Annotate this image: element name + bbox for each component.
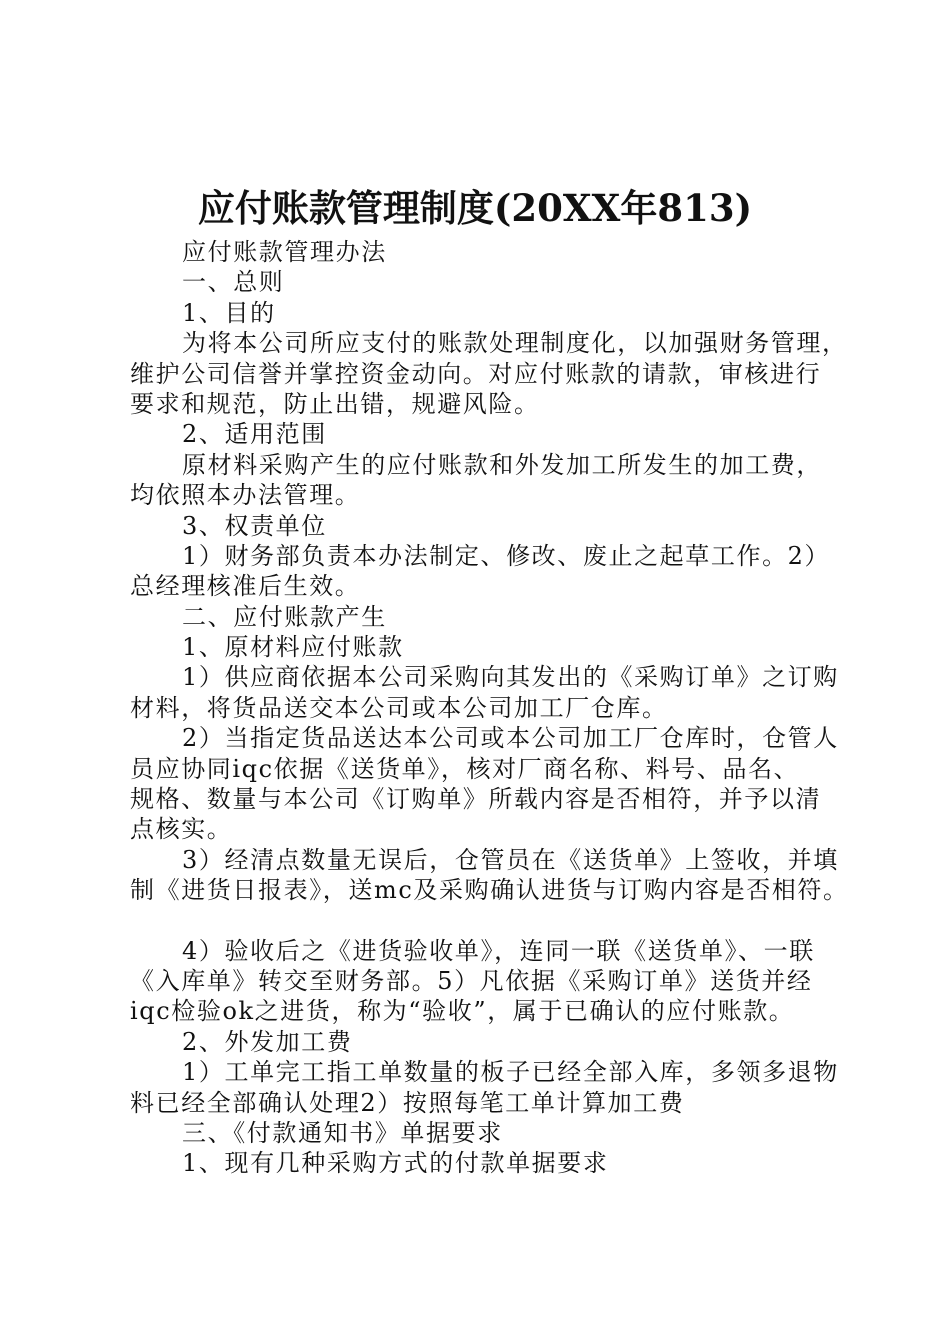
paragraph-line: 材料，将货品送交本公司或本公司加工厂仓库。 [130, 693, 668, 722]
paragraph-line: iqc检验ok之进货，称为“验收”，属于已确认的应付账款。 [130, 997, 795, 1026]
paragraph-line: 要求和规范，防止出错，规避风险。 [130, 389, 540, 418]
subsection-scope: 2、适用范围 [182, 420, 327, 449]
document-body [130, 237, 850, 1179]
paragraph-line: 《入库单》转交至财务部。5）凡依据《采购订单》送货并经 [130, 966, 813, 995]
paragraph-line: 1）工单完工指工单数量的板子已经全部入库，多领多退物 [182, 1058, 839, 1087]
subsection-raw-materials: 1、原材料应付账款 [182, 633, 404, 662]
paragraph-line: 料已经全部确认处理2）按照每笔工单计算加工费 [130, 1088, 685, 1117]
paragraph-line: 制《进货日报表》，送mc及采购确认进货与订购内容是否相符。 [130, 876, 849, 905]
paragraph-line: 原材料采购产生的应付账款和外发加工所发生的加工费， [182, 450, 822, 479]
section-general-principles: 一、总则 [182, 268, 285, 297]
paragraph-line: 2）当指定货品送达本公司或本公司加工厂仓库时，仓管人 [182, 724, 839, 753]
paragraph-line: 点核实。 [130, 815, 233, 844]
paragraph-line: 规格、数量与本公司《订购单》所载内容是否相符，并予以清 [130, 785, 822, 814]
subsection-outsourced-processing: 2、外发加工费 [182, 1027, 353, 1056]
paragraph-line: 4）验收后之《进货验收单》，连同一联《送货单》、一联 [182, 936, 815, 965]
document-title: 应付账款管理制度(20XX年813) [197, 186, 753, 230]
subsection-purpose: 1、目的 [182, 298, 276, 327]
paragraph-line: 维护公司信誉并掌控资金动向。对应付账款的请款，审核进行 [130, 359, 822, 388]
section-payables-generation: 二、应付账款产生 [182, 602, 387, 631]
subsection-payment-documents: 1、现有几种采购方式的付款单据要求 [182, 1149, 609, 1178]
paragraph-line: 1）财务部负责本办法制定、修改、废止之起草工作。2） [182, 541, 831, 570]
heading-measures: 应付账款管理办法 [182, 238, 387, 266]
paragraph-line: 均依照本办法管理。 [130, 481, 361, 510]
blank-line [130, 906, 850, 936]
paragraph-line: 3）经清点数量无误后，仓管员在《送货单》上签收，并填 [182, 845, 839, 874]
section-payment-notice: 三、《付款通知书》单据要求 [182, 1118, 503, 1147]
paragraph-line: 员应协同iqc依据《送货单》，核对厂商名称、料号、品名、 [130, 754, 800, 783]
paragraph-line: 为将本公司所应支付的账款处理制度化，以加强财务管理， [182, 329, 848, 358]
subsection-responsibility: 3、权责单位 [182, 511, 327, 540]
paragraph-line: 总经理核准后生效。 [130, 572, 361, 601]
paragraph-line: 1）供应商依据本公司采购向其发出的《采购订单》之订购 [182, 663, 839, 692]
